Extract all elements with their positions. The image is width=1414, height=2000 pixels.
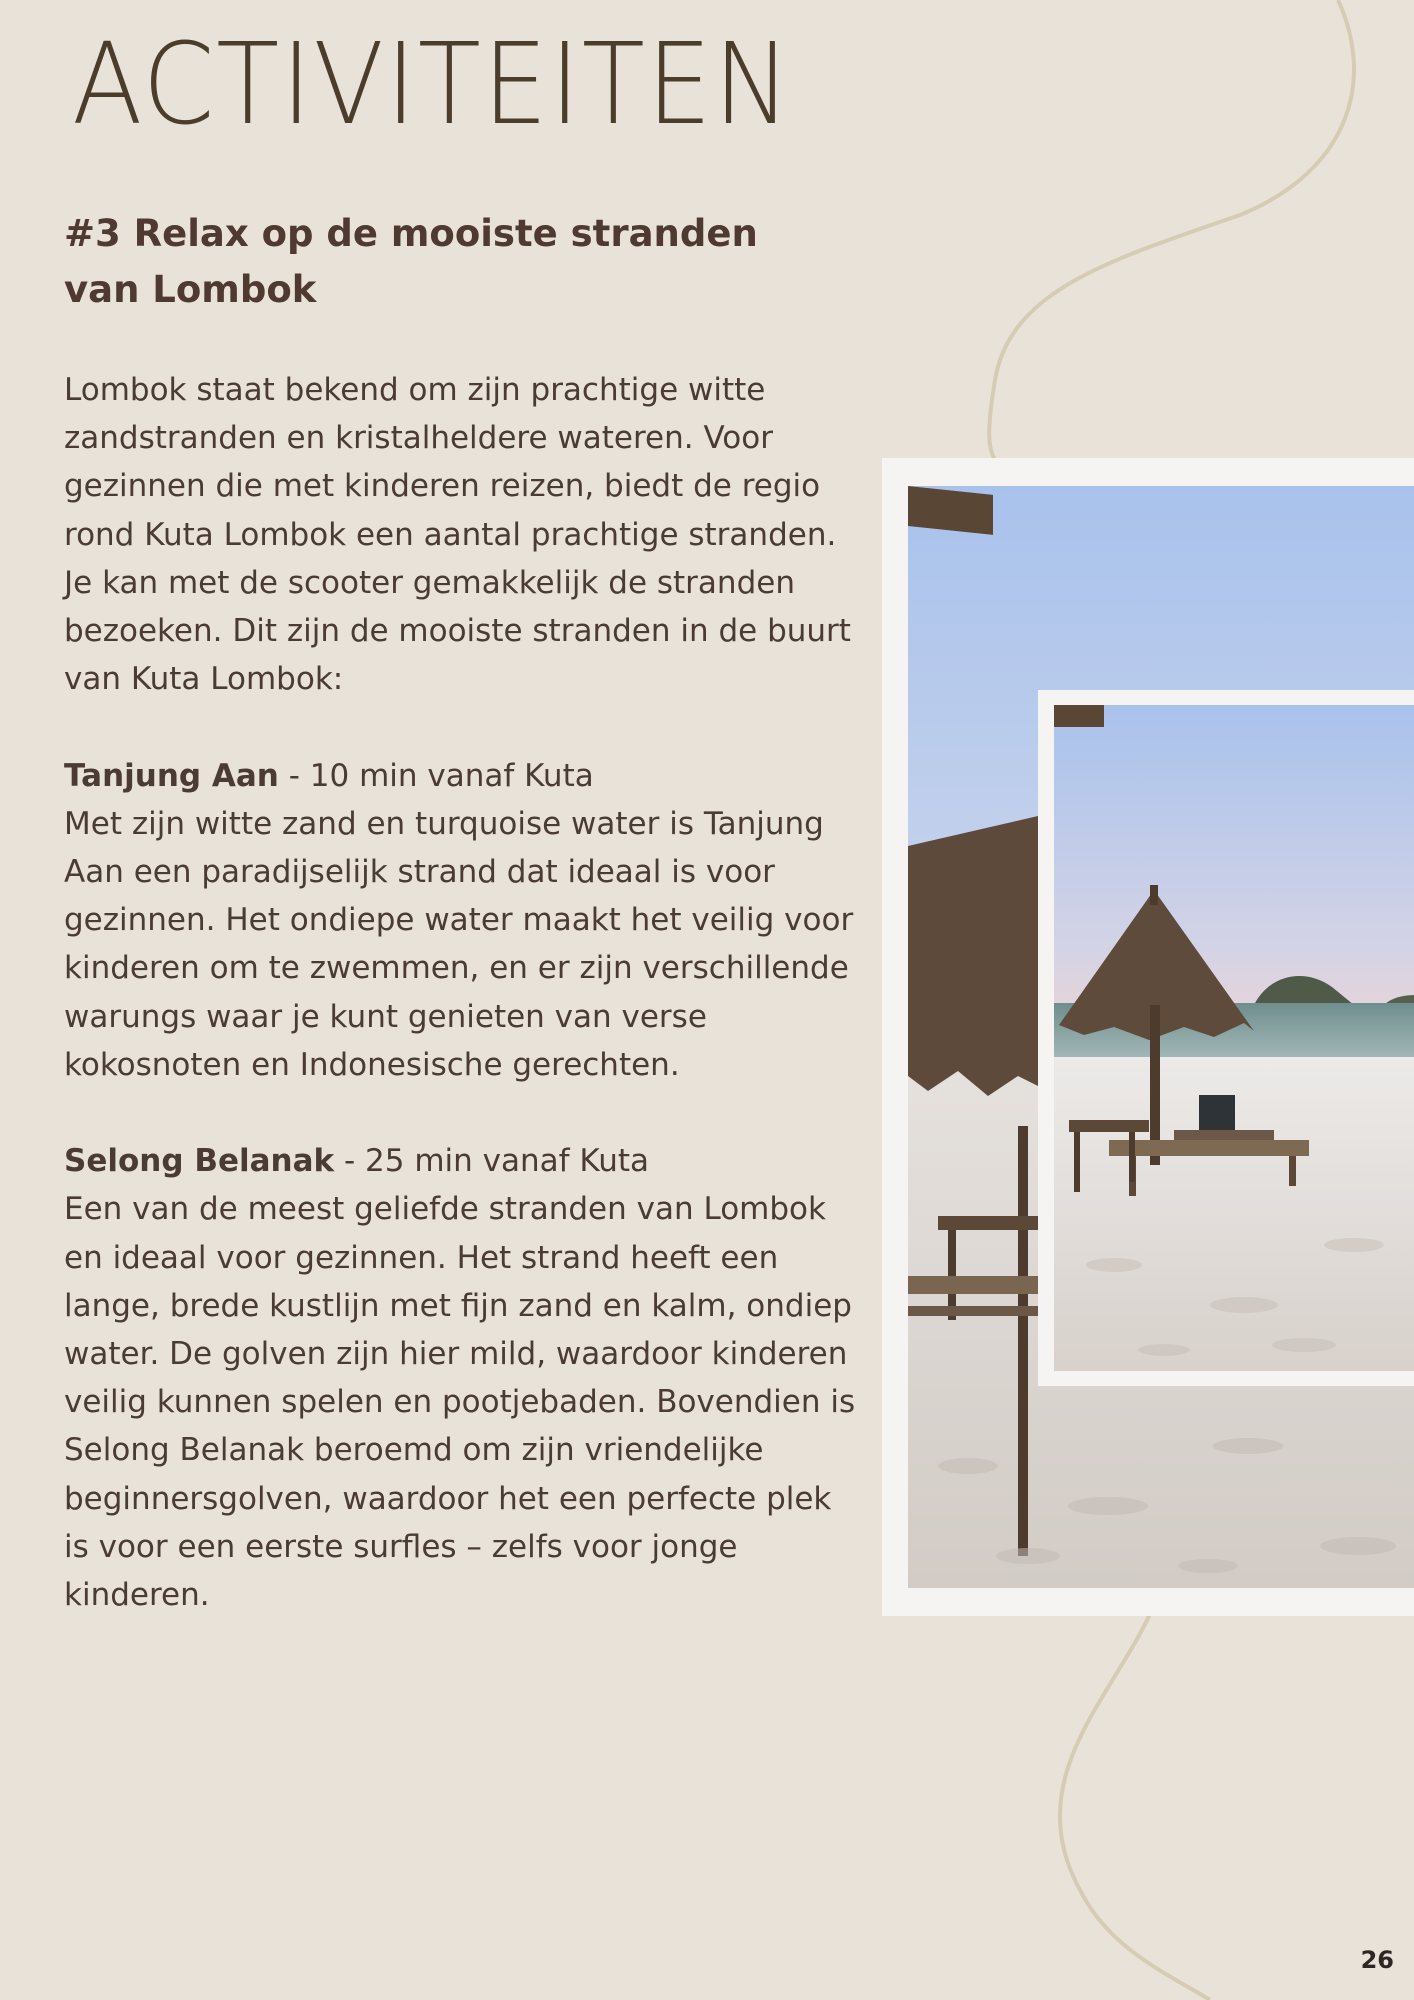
section-subtitle: #3 Relax op de mooiste stranden van Lombok <box>64 212 758 311</box>
beach-distance: - 25 min vanaf Kuta <box>344 1143 649 1180</box>
beach-name: Tanjung Aan <box>64 757 279 794</box>
beach-description-line: lange, brede kustlijn met fijn zand en kalm, ondiep <box>64 1287 852 1324</box>
page-number: 26 <box>1360 1946 1394 1974</box>
intro-line: Lombok staat bekend om zijn prachtige witte <box>64 372 766 408</box>
beach-description-line: kokosnoten en Indonesische gerechten. <box>64 1046 680 1083</box>
intro-line: van Kuta Lombok: <box>64 661 344 698</box>
beach-heading <box>64 752 884 800</box>
intro-line: Je kan met de scooter gemakkelijk de stranden <box>64 564 795 601</box>
beach-description-line: water. De golven zijn hier mild, waardoor kinderen <box>64 1336 848 1373</box>
beach-description-line: veilig kunnen spelen en pootjebaden. Bovendien is <box>64 1384 856 1421</box>
beach-description-line: Met zijn witte zand en turquoise water is Tanjung <box>64 805 824 842</box>
beach-photo-frame-front <box>1038 690 1414 1386</box>
beach-description-line: gezinnen. Het ondiepe water maakt het veilig voor <box>64 902 854 939</box>
intro-line: zandstranden en kristalheldere wateren. Voor <box>64 420 773 457</box>
beach-description-line: Een van de meest geliefde stranden van Lombok <box>64 1191 826 1228</box>
beach-description-line: Selong Belanak beroemd om zijn vriendelijke <box>64 1432 764 1469</box>
beach-photo-front <box>1054 705 1414 1371</box>
beach-distance: - 10 min vanaf Kuta <box>288 757 594 794</box>
intro-line: rond Kuta Lombok een aantal prachtige stranden. <box>64 516 837 553</box>
beach-description-line: is voor een eerste surfles – zelfs voor jonge <box>64 1528 738 1565</box>
beach-description-line: kinderen. <box>64 1577 210 1614</box>
beach-description-line: en ideaal voor gezinnen. Het strand heeft een <box>64 1239 779 1276</box>
beach-description-line: warungs waar je kunt genieten van verse <box>64 998 707 1035</box>
intro-line: gezinnen die met kinderen reizen, biedt de regio <box>64 468 821 505</box>
beach-description-line: Aan een paradijselijk strand dat ideaal is voor <box>64 854 775 891</box>
beach-description-line: kinderen om te zwemmen, en er zijn verschillende <box>64 950 849 987</box>
beach-name: Selong Belanak <box>64 1143 335 1180</box>
beach-heading <box>64 1137 884 1185</box>
beach-description-line: beginnersgolven, waardoor het een perfecte plek <box>64 1480 832 1517</box>
article-body <box>64 366 884 1619</box>
page-title: ACTIVITEITEN <box>72 20 793 150</box>
intro-line: bezoeken. Dit zijn de mooiste stranden in de buurt <box>64 613 851 650</box>
